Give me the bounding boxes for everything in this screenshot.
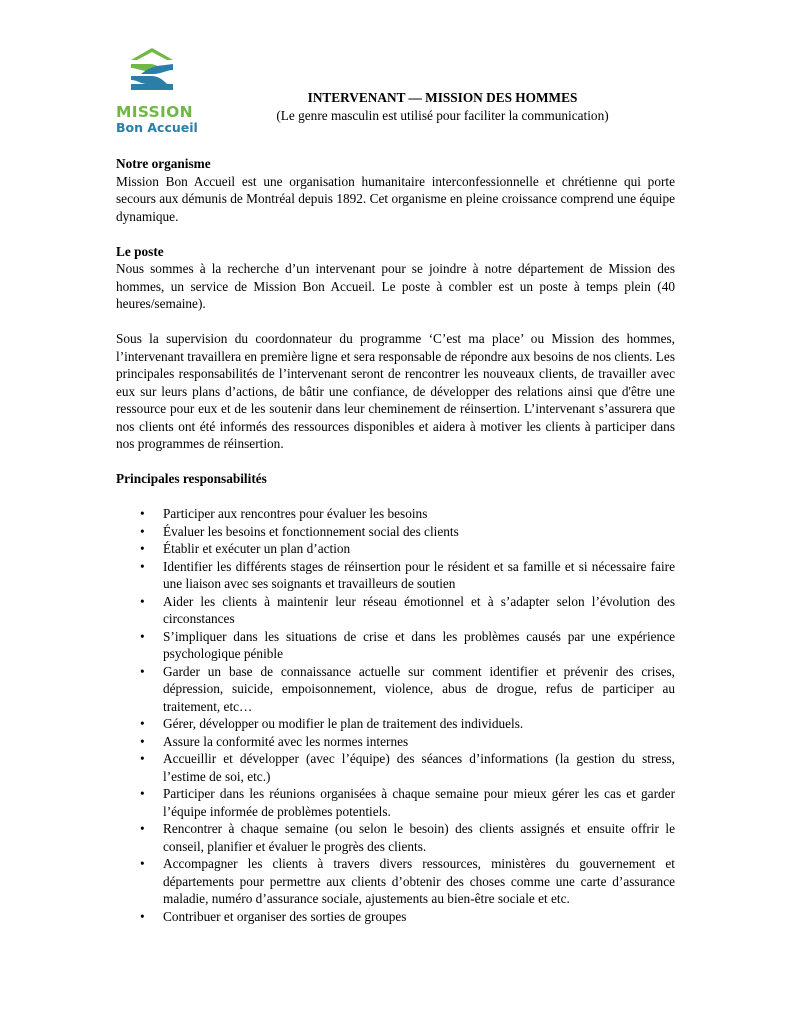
poste-paragraph-1: Nous sommes à la recherche d’un intervenant pour se joindre à notre département de Mission des hommes, un service de Mission Bon Accueil. Le poste à combler est un poste à temps plein (40 heures/semaine).: [116, 261, 675, 311]
organisme-paragraph: Mission Bon Accueil est une organisation humanitaire interconfessionnelle et chrétienne qui porte secours aux démunis de Montréal depuis 1892. Cet organisme en pleine croissance comprend une équipe dynamique.: [116, 173, 675, 224]
list-item: • Garder un base de connaissance actuelle sur comment identifier et prévenir des crises, dépression, suicide, empoisonnement, violence, abus de drogue, refus de participer au traitement, etc…: [140, 663, 675, 714]
hands-roof-icon: [127, 46, 177, 98]
list-item: • Gérer, développer ou modifier le plan de traitement des individuels.: [140, 716, 524, 731]
document-body: [116, 155, 675, 925]
list-item: • Établir et exécuter un plan d’action: [140, 541, 351, 556]
list-item: • S’impliquer dans les situations de crise et dans les problèmes causés par une expérience psychologique pénible: [140, 628, 675, 661]
list-item: • Identifier les différents stages de réinsertion pour le résident et sa famille et si nécessaire faire une liaison avec ses soignants et travailleurs de soutien: [140, 558, 675, 591]
mission-bon-accueil-logo: [114, 46, 198, 136]
logo-text-bon-accueil: Bon Accueil: [116, 120, 198, 135]
document-subtitle: (Le genre masculin est utilisé pour faciliter la communication): [276, 107, 609, 123]
responsibilities-list: [116, 505, 675, 925]
list-item: • Contribuer et organiser des sorties de groupes: [140, 908, 407, 924]
list-item: • Participer aux rencontres pour évaluer les besoins: [140, 506, 428, 521]
section-title-responsabilites: Principales responsabilités: [116, 471, 267, 486]
logo-text-mission: MISSION: [116, 103, 193, 121]
list-item: • Assure la conformité avec les normes internes: [140, 733, 409, 749]
poste-paragraph-2: Sous la supervision du coordonnateur du programme ‘C’est ma place’ ou Mission des hommes, l’intervenant travaillera en première ligne et sera responsable de répondre aux besoins de nos clients. Les principales responsabilités de l’intervenant seront de rencontrer les nouveaux clients, de travailler avec eux sur leurs plans d’actions, de bâtir une confiance, de développer des relations ainsi que d'être une ressource pour eux et de les soutenir dans leur cheminement de réinsertion. L’intervenant s’assurera que nos clients ont été informés des ressources disponibles et aidera à motiver les clients à participer dans nos programmes de réinsertion.: [116, 331, 675, 451]
section-title-organisme: Notre organisme: [116, 156, 211, 171]
list-item: • Accueillir et développer (avec l’équipe) des séances d’informations (la gestion du stress, l’estime de soi, etc.): [140, 751, 675, 784]
list-item: • Évaluer les besoins et fonctionnement social des clients: [140, 523, 459, 539]
list-item: • Aider les clients à maintenir leur réseau émotionnel et à s’adapter selon l’évolution des circonstances: [140, 593, 675, 626]
list-item: • Accompagner les clients à travers divers ressources, ministères du gouvernement et départements pour permettre aux clients d’obtenir des choses comme une carte d’assurance maladie, numéro d’assurance sociale, ajustements au bien-être sociale et etc.: [140, 856, 675, 906]
list-item: • Rencontrer à chaque semaine (ou selon le besoin) des clients assignés et ensuite offrir le conseil, planifier et évaluer le progrès des clients.: [140, 821, 675, 854]
document-title: INTERVENANT — MISSION DES HOMMES: [307, 90, 578, 105]
list-item: • Participer dans les réunions organisées à chaque semaine pour mieux gérer les cas et garder l’équipe informée de problèmes potentiels.: [140, 786, 675, 819]
document-header: [250, 89, 635, 124]
section-title-poste: Le poste: [116, 243, 164, 259]
